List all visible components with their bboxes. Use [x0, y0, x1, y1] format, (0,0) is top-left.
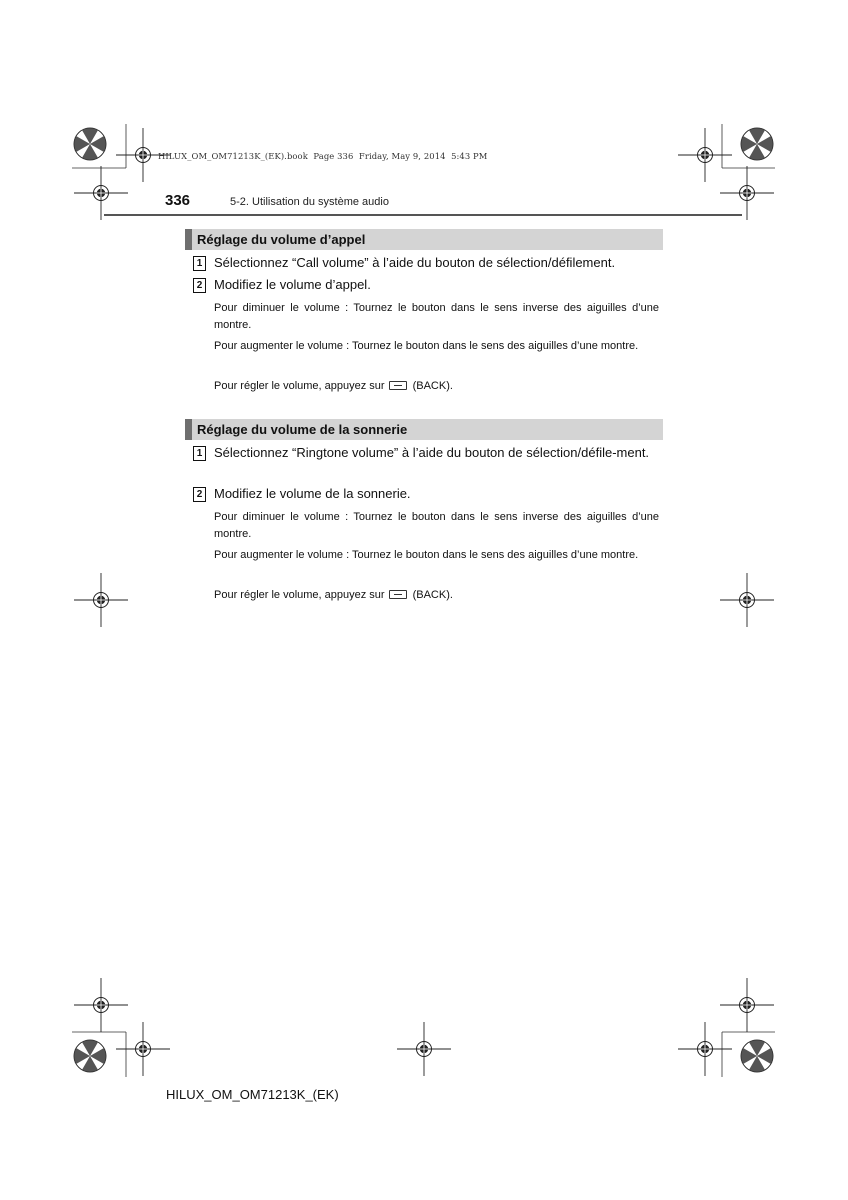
- note-set-volume-suffix: (BACK).: [412, 589, 453, 601]
- footer-document-code: HILUX_OM_OM71213K_(EK): [166, 1087, 339, 1102]
- note-decrease-volume: Pour diminuer le volume : Tournez le bouton dans le sens inverse des aiguilles d’une montre.: [214, 511, 659, 540]
- color-registration-wheel-icon: [741, 128, 773, 160]
- registration-mark-icon: [74, 978, 128, 1032]
- note-set-volume-suffix: (BACK).: [412, 380, 453, 392]
- registration-mark-icon: [397, 1022, 451, 1076]
- step-number: 2: [193, 278, 206, 293]
- registration-mark-icon: [720, 573, 774, 627]
- section-heading-call-volume: Réglage du volume d’appel: [185, 229, 663, 250]
- color-registration-wheel-icon: [74, 128, 106, 160]
- note-decrease-volume: Pour diminuer le volume : Tournez le bouton dans le sens inverse des aiguilles d’une montre.: [214, 302, 659, 331]
- note-set-volume: [214, 378, 659, 395]
- registration-mark-icon: [74, 573, 128, 627]
- color-registration-wheel-icon: [741, 1040, 773, 1072]
- registration-mark-icon: [678, 1022, 732, 1076]
- registration-mark-icon: [74, 166, 128, 220]
- step-number: 1: [193, 256, 206, 271]
- step-text: Sélectionnez “Ringtone volume” à l’aide du bouton de sélection/défile-ment.: [214, 445, 650, 460]
- step-text: Sélectionnez “Call volume” à l’aide du bouton de sélection/défilement.: [214, 255, 616, 270]
- step-text: Modifiez le volume d’appel.: [214, 277, 371, 292]
- back-button-icon: [389, 590, 407, 599]
- running-head: 5-2. Utilisation du système audio: [230, 196, 389, 208]
- note-set-volume-text: Pour régler le volume, appuyez sur: [214, 380, 385, 392]
- step-number: 1: [193, 446, 206, 461]
- print-slug: HILUX_OM_OM71213K_(EK).book Page 336 Friday, May 9, 2014 5:43 PM: [158, 151, 488, 161]
- header-rule: [104, 214, 742, 216]
- color-registration-wheel-icon: [74, 1040, 106, 1072]
- step-text: Modifiez le volume de la sonnerie.: [214, 486, 411, 501]
- note-set-volume-text: Pour régler le volume, appuyez sur: [214, 589, 385, 601]
- registration-mark-icon: [720, 166, 774, 220]
- note-increase-volume: Pour augmenter le volume : Tournez le bouton dans le sens des aiguilles d’une montre.: [214, 340, 639, 352]
- note-set-volume: [214, 587, 659, 604]
- page-number: 336: [165, 192, 191, 209]
- note-increase-volume: Pour augmenter le volume : Tournez le bouton dans le sens des aiguilles d’une montre.: [214, 549, 639, 561]
- registration-mark-icon: [678, 128, 732, 182]
- registration-mark-icon: [116, 1022, 170, 1076]
- section-heading-ringtone-volume: Réglage du volume de la sonnerie: [185, 419, 663, 440]
- back-button-icon: [389, 381, 407, 390]
- step-number: 2: [193, 487, 206, 502]
- registration-mark-icon: [720, 978, 774, 1032]
